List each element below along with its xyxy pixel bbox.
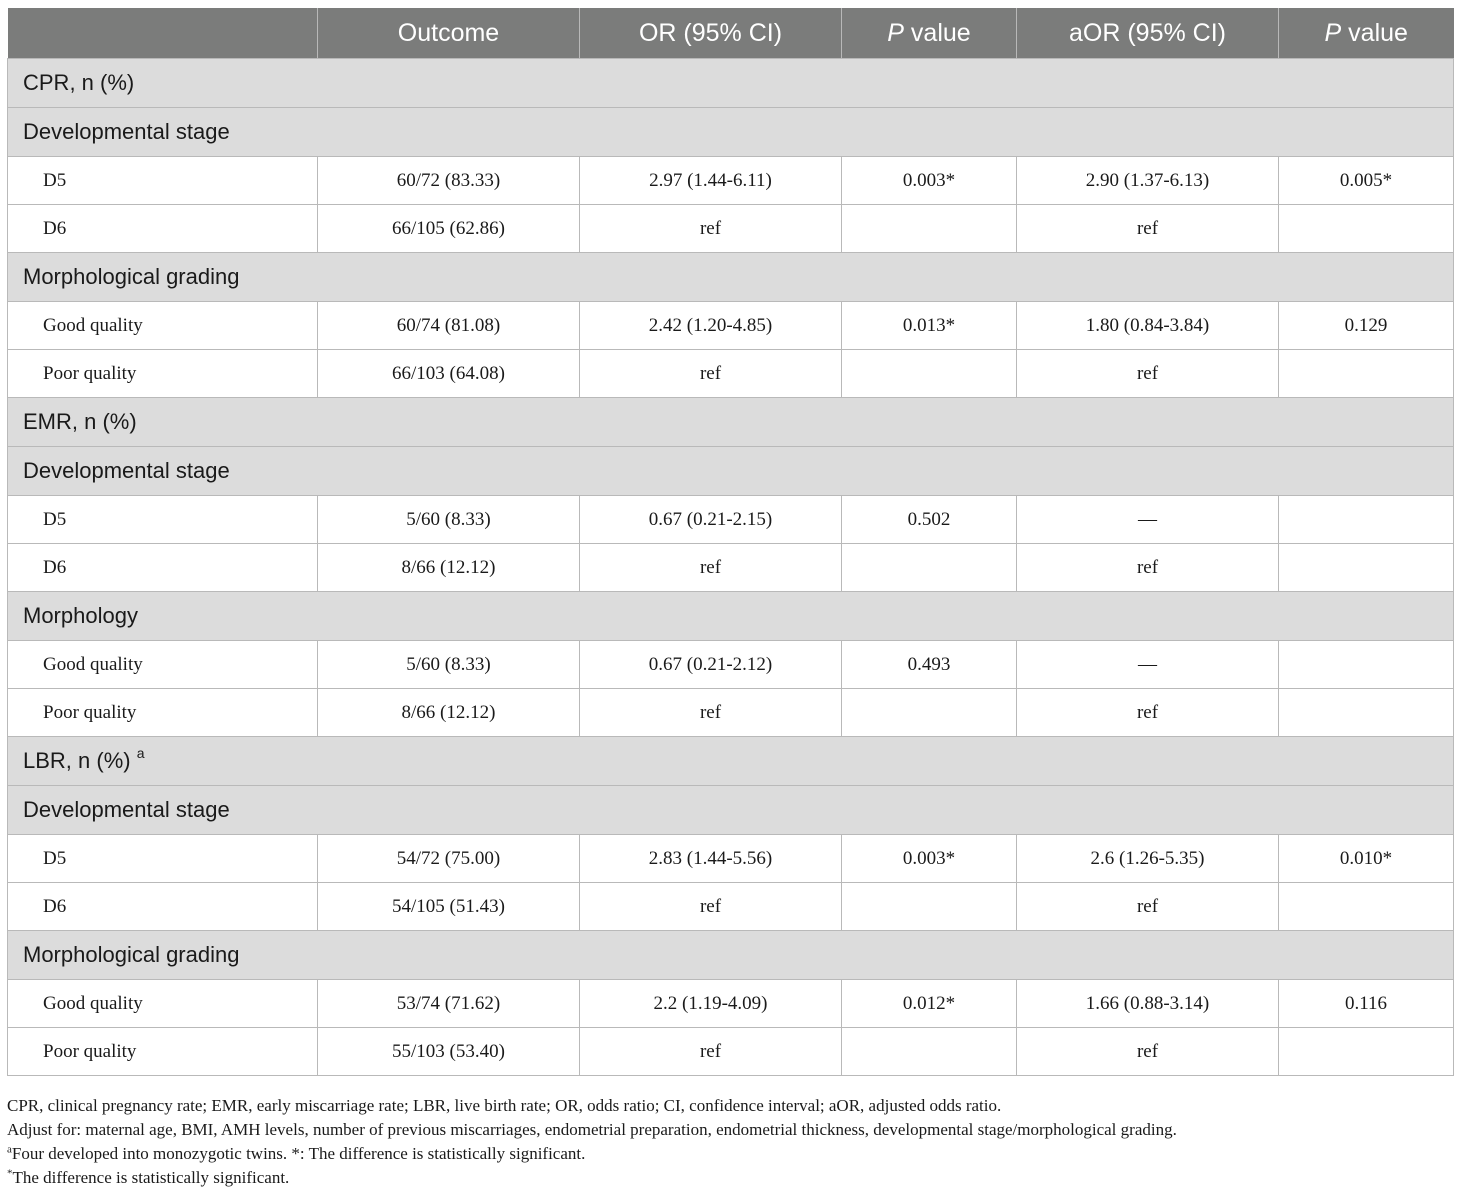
row-label: D5 — [8, 835, 318, 883]
table-row — [8, 205, 1454, 253]
section-title: EMR, n (%) — [23, 409, 137, 434]
cell-p: 0.012* — [842, 980, 1017, 1028]
header-aor: aOR (95% CI) — [1017, 8, 1279, 59]
cell-aor: 2.6 (1.26-5.35) — [1017, 835, 1279, 883]
table-body — [8, 59, 1454, 1076]
table-row — [8, 496, 1454, 544]
cell-p — [842, 544, 1017, 592]
cell-ap — [1279, 641, 1454, 689]
cell-ap — [1279, 350, 1454, 398]
cell-p — [842, 1028, 1017, 1076]
cell-p — [842, 883, 1017, 931]
cell-aor: ref — [1017, 205, 1279, 253]
cell-outcome: 54/105 (51.43) — [318, 883, 580, 931]
cell-ap: 0.129 — [1279, 302, 1454, 350]
group-row — [8, 447, 1454, 496]
footnote-star-marker: * — [7, 1167, 13, 1180]
cell-outcome: 5/60 (8.33) — [318, 496, 580, 544]
cell-aor: ref — [1017, 689, 1279, 737]
cell-ap — [1279, 1028, 1454, 1076]
header-row — [8, 8, 1454, 59]
cell-p: 0.502 — [842, 496, 1017, 544]
row-label: Good quality — [8, 980, 318, 1028]
table-row — [8, 157, 1454, 205]
table-row — [8, 689, 1454, 737]
group-title: Developmental stage — [8, 108, 1454, 157]
section-title-cell — [8, 59, 1454, 108]
cell-aor: 2.90 (1.37-6.13) — [1017, 157, 1279, 205]
header-ap-italic: P — [1324, 18, 1342, 47]
cell-ap — [1279, 496, 1454, 544]
cell-p — [842, 350, 1017, 398]
table-row — [8, 302, 1454, 350]
cell-or: ref — [580, 1028, 842, 1076]
cell-or: ref — [580, 205, 842, 253]
footnote-a-text: Four developed into monozygotic twins. *: The difference is statistically significant. — [11, 1144, 586, 1163]
section-title: CPR, n (%) — [23, 70, 135, 95]
cell-or: ref — [580, 350, 842, 398]
row-label: Poor quality — [8, 1028, 318, 1076]
cell-aor: ref — [1017, 544, 1279, 592]
row-label: Poor quality — [8, 689, 318, 737]
cell-or: ref — [580, 544, 842, 592]
cell-outcome: 66/103 (64.08) — [318, 350, 580, 398]
table-row — [8, 835, 1454, 883]
row-label: D5 — [8, 496, 318, 544]
footnote-a — [7, 1142, 1453, 1166]
cell-ap — [1279, 544, 1454, 592]
header-or: OR (95% CI) — [580, 8, 842, 59]
cell-ap: 0.005* — [1279, 157, 1454, 205]
section-row-lbr — [8, 737, 1454, 786]
table-row — [8, 1028, 1454, 1076]
section-title: LBR, n (%) — [23, 748, 137, 773]
header-p-value — [842, 8, 1017, 59]
table-row — [8, 883, 1454, 931]
cell-ap: 0.116 — [1279, 980, 1454, 1028]
cell-or: 2.42 (1.20-4.85) — [580, 302, 842, 350]
section-title-sup: a — [136, 744, 145, 761]
footnote-adjustment: Adjust for: maternal age, BMI, AMH levels, number of previous miscarriages, endometrial preparation, endometrial thickness, developmental stage/morphological grading. — [7, 1120, 1177, 1139]
cell-outcome: 5/60 (8.33) — [318, 641, 580, 689]
group-row — [8, 108, 1454, 157]
footnote-abbreviations: CPR, clinical pregnancy rate; EMR, early miscarriage rate; LBR, live birth rate; OR, odds ratio; CI, confidence interval; aOR, adjusted odds ratio. — [7, 1096, 1002, 1115]
cell-ap — [1279, 689, 1454, 737]
header-p-italic: P — [887, 18, 904, 47]
cell-aor: 1.66 (0.88-3.14) — [1017, 980, 1279, 1028]
cell-ap — [1279, 883, 1454, 931]
cell-or: ref — [580, 689, 842, 737]
table-header — [8, 8, 1454, 59]
group-title: Morphological grading — [8, 253, 1454, 302]
group-row — [8, 931, 1454, 980]
row-label: Good quality — [8, 302, 318, 350]
results-table — [7, 8, 1454, 1076]
cell-outcome: 55/103 (53.40) — [318, 1028, 580, 1076]
cell-p: 0.493 — [842, 641, 1017, 689]
cell-aor: — — [1017, 496, 1279, 544]
cell-outcome: 54/72 (75.00) — [318, 835, 580, 883]
row-label: D6 — [8, 544, 318, 592]
cell-aor: — — [1017, 641, 1279, 689]
cell-aor: ref — [1017, 883, 1279, 931]
cell-or: 0.67 (0.21-2.15) — [580, 496, 842, 544]
cell-or: ref — [580, 883, 842, 931]
group-row — [8, 786, 1454, 835]
section-row-emr — [8, 398, 1454, 447]
row-label: Poor quality — [8, 350, 318, 398]
cell-p — [842, 205, 1017, 253]
cell-p: 0.013* — [842, 302, 1017, 350]
table-row — [8, 980, 1454, 1028]
header-ap-rest: value — [1341, 18, 1408, 47]
cell-ap — [1279, 205, 1454, 253]
cell-outcome: 60/74 (81.08) — [318, 302, 580, 350]
section-title-cell — [8, 398, 1454, 447]
cell-p — [842, 689, 1017, 737]
header-adjusted-p-value — [1279, 8, 1454, 59]
cell-or: 2.97 (1.44-6.11) — [580, 157, 842, 205]
table-row — [8, 350, 1454, 398]
header-blank-cell — [8, 8, 318, 59]
cell-outcome: 53/74 (71.62) — [318, 980, 580, 1028]
group-title: Developmental stage — [8, 786, 1454, 835]
row-label: D6 — [8, 883, 318, 931]
cell-aor: 1.80 (0.84-3.84) — [1017, 302, 1279, 350]
section-title-cell — [8, 737, 1454, 786]
row-label: D6 — [8, 205, 318, 253]
cell-aor: ref — [1017, 1028, 1279, 1076]
cell-or: 2.83 (1.44-5.56) — [580, 835, 842, 883]
cell-outcome: 8/66 (12.12) — [318, 689, 580, 737]
cell-outcome: 60/72 (83.33) — [318, 157, 580, 205]
table-row — [8, 641, 1454, 689]
cell-or: 0.67 (0.21-2.12) — [580, 641, 842, 689]
cell-p: 0.003* — [842, 157, 1017, 205]
cell-or: 2.2 (1.19-4.09) — [580, 980, 842, 1028]
cell-outcome: 8/66 (12.12) — [318, 544, 580, 592]
cell-aor: ref — [1017, 350, 1279, 398]
header-p-rest: value — [903, 18, 971, 47]
header-outcome: Outcome — [318, 8, 580, 59]
group-title: Morphology — [8, 592, 1454, 641]
footnote-star-text: The difference is statistically significant. — [12, 1168, 290, 1187]
cell-ap: 0.010* — [1279, 835, 1454, 883]
cell-p: 0.003* — [842, 835, 1017, 883]
footnote-star — [7, 1166, 1453, 1190]
table-row — [8, 544, 1454, 592]
row-label: Good quality — [8, 641, 318, 689]
footnote-a-marker: a — [7, 1143, 12, 1156]
row-label: D5 — [8, 157, 318, 205]
group-title: Morphological grading — [8, 931, 1454, 980]
results-table-container — [7, 8, 1453, 1076]
cell-outcome: 66/105 (62.86) — [318, 205, 580, 253]
group-row — [8, 253, 1454, 302]
group-row — [8, 592, 1454, 641]
table-footnotes — [7, 1094, 1453, 1190]
section-row-cpr — [8, 59, 1454, 108]
group-title: Developmental stage — [8, 447, 1454, 496]
